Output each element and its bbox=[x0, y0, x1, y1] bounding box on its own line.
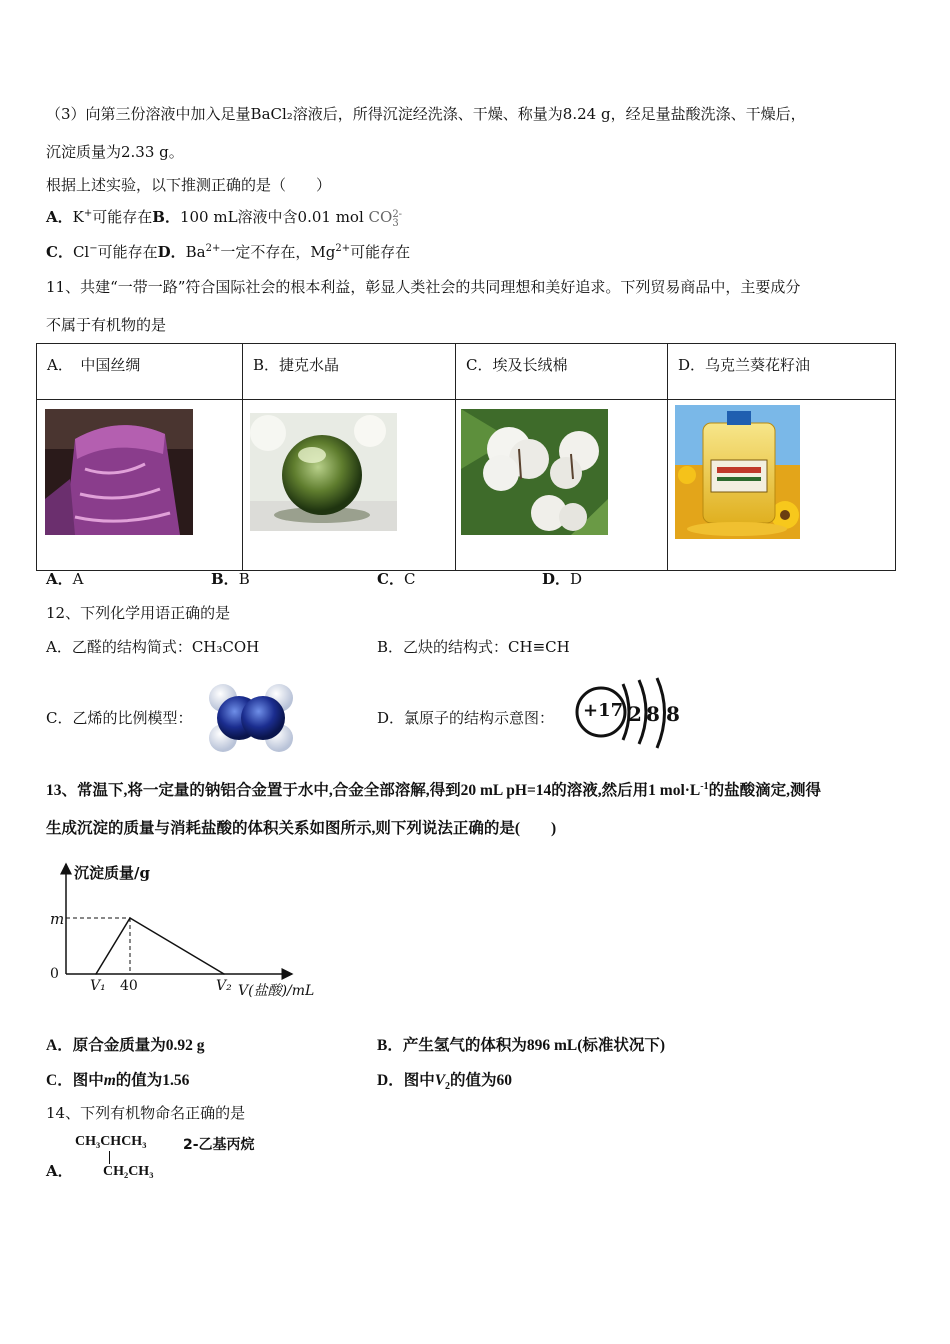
q10-opt-b-ion bbox=[368, 208, 403, 229]
q10-option-row-1 bbox=[46, 206, 402, 228]
q10-opt-a-sup: + bbox=[83, 208, 93, 219]
chart-x-tick-40: 40 bbox=[120, 978, 138, 994]
q11-line2: 不属于有机物的是 bbox=[46, 316, 167, 334]
q13-opt-c-2: 的值为1.56 bbox=[115, 1072, 190, 1089]
silk-picture bbox=[45, 409, 193, 535]
q10-opt-c-t2: 可能存在 bbox=[97, 243, 158, 261]
q12-title: 12、下列化学用语正确的是 bbox=[46, 604, 231, 622]
chart-x-tick-v2: V₂ bbox=[216, 978, 232, 994]
q11-answer-b bbox=[211, 568, 250, 589]
q11-answer-b-label: B． bbox=[211, 570, 239, 588]
carbonate-base: CO bbox=[368, 208, 393, 226]
ethylene-model-picture bbox=[207, 680, 295, 756]
q12-opt-d: D．氯原子的结构示意图： bbox=[377, 709, 555, 727]
q13-line1 bbox=[46, 778, 821, 800]
carbonate-subscript: 3 bbox=[392, 218, 399, 229]
q13-opt-a: A．原合金质量为0.92 g bbox=[46, 1037, 205, 1054]
q13-chart bbox=[46, 858, 336, 1008]
chlorine-atom-diagram bbox=[573, 672, 685, 754]
nucleus-charge: +17 bbox=[583, 700, 624, 721]
q13-opt-d-2: 的值为60 bbox=[450, 1072, 513, 1089]
chart-point-1 bbox=[129, 917, 131, 919]
q10-option-row-2 bbox=[46, 241, 410, 262]
q10-opt-d-sup1: 2+ bbox=[205, 243, 221, 254]
q11-opt-a-header: A． 中国丝绸 bbox=[37, 344, 243, 400]
q10-opt-a-t1: K bbox=[72, 208, 84, 226]
cotton-picture bbox=[461, 409, 608, 535]
q13-line1-a: 13、常温下,将一定量的钠铝合金置于水中,合金全部溶解,得到20 mL pH=14的溶液,然后用1 mol·L bbox=[46, 782, 701, 799]
q11-answer-c-value: C bbox=[403, 570, 416, 588]
q10-step3-line1: （3）向第三份溶液中加入足量BaCl₂溶液后，所得沉淀经洗涤、干燥、称量为8.24 g，经足量盐酸洗涤、干燥后， bbox=[46, 105, 806, 123]
q12-opt-b: B．乙炔的结构式：CH≡CH bbox=[377, 638, 570, 656]
q14-formula-branch: CH₂CH₃ bbox=[103, 1164, 154, 1179]
chart-origin-label: 0 bbox=[50, 966, 59, 982]
chart-point-2 bbox=[223, 973, 225, 975]
q11-line1: 11、共建“一带一路”符合国际社会的根本利益，彰显人类社会的共同理想和美好追求。下列贸易商品中，主要成分 bbox=[46, 278, 801, 296]
q10-opt-d-t3: 可能存在 bbox=[350, 243, 411, 261]
q12-opt-a: A．乙醛的结构简式：CH₃COH bbox=[46, 638, 260, 656]
chart-point-0 bbox=[95, 973, 97, 975]
q13-opt-d bbox=[377, 1068, 512, 1092]
q11-answer-c-label: C． bbox=[377, 570, 404, 588]
q10-opt-c-t1: Cl bbox=[72, 243, 90, 261]
q10-opt-d-label: D． bbox=[157, 243, 186, 261]
q11-answer-a bbox=[46, 568, 83, 589]
q14-branch-bond bbox=[109, 1151, 110, 1164]
shell-3-electrons: 8 bbox=[666, 702, 680, 726]
q14-title: 14、下列有机物命名正确的是 bbox=[46, 1104, 246, 1122]
q11-answer-d-value: D bbox=[570, 570, 583, 588]
q10-opt-c-label: C． bbox=[46, 243, 73, 261]
q13-opt-b: B．产生氢气的体积为896 mL(标准状况下) bbox=[377, 1037, 666, 1054]
shell-1-electrons: 2 bbox=[628, 702, 642, 726]
chart-series-line bbox=[96, 918, 224, 974]
crystal-picture bbox=[250, 413, 397, 531]
q12-opt-c: C．乙烯的比例模型： bbox=[46, 709, 193, 727]
q13-opt-c-1: C．图中 bbox=[46, 1072, 104, 1089]
q13-opt-c bbox=[46, 1068, 189, 1090]
chart-y-mark-label: m bbox=[50, 910, 65, 928]
chart-xlabel: V(盐酸)/mL bbox=[238, 983, 315, 999]
q11-opt-c-header: C．埃及长绒棉 bbox=[456, 344, 668, 400]
q13-opt-c-m: m bbox=[103, 1072, 116, 1089]
q13-line1-sup: -1 bbox=[700, 780, 709, 792]
q10-step3-line2: 沉淀质量为2.33 g。 bbox=[46, 143, 184, 161]
q11-answer-b-value: B bbox=[238, 570, 250, 588]
carbonate-indices bbox=[392, 210, 402, 228]
q11-opt-d-header: D．乌克兰葵花籽油 bbox=[668, 344, 896, 400]
q13-line2: 生成沉淀的质量与消耗盐酸的体积关系如图所示,则下列说法正确的是( ) bbox=[46, 820, 557, 837]
q14-opt-a-structure bbox=[75, 1134, 335, 1184]
q13-opt-d-sub: 2 bbox=[445, 1081, 451, 1093]
q10-opt-d-sup2: 2+ bbox=[335, 243, 351, 254]
q13-opt-d-v: V bbox=[434, 1072, 446, 1089]
q11-answer-c bbox=[377, 568, 415, 589]
carbonate-charge: 2- bbox=[392, 209, 403, 220]
q11-answer-d-label: D． bbox=[542, 570, 571, 588]
q10-opt-c-sup: − bbox=[89, 243, 98, 254]
chart-x-tick-v1: V₁ bbox=[90, 978, 106, 994]
q11-answer-a-value: A bbox=[72, 570, 84, 588]
q14-compound-name: 2-乙基丙烷 bbox=[183, 1137, 255, 1153]
q13-line1-b: 的盐酸滴定,测得 bbox=[708, 782, 821, 799]
q10-opt-b-text: 100 mL溶液中含0.01 mol bbox=[179, 208, 369, 226]
q10-opt-b-label: B． bbox=[152, 208, 180, 226]
q11-opt-b-header: B．捷克水晶 bbox=[243, 344, 456, 400]
q10-opt-d-t1: Ba bbox=[185, 243, 206, 261]
q11-answer-d bbox=[542, 568, 582, 589]
q10-opt-a-label: A． bbox=[46, 208, 73, 226]
q10-opt-d-t2: 一定不存在，Mg bbox=[220, 243, 336, 261]
q10-prompt: 根据上述实验，以下推测正确的是（ ） bbox=[46, 176, 332, 194]
sunflower-oil-picture bbox=[675, 405, 800, 539]
q14-formula-main: CH₃CHCH₃ bbox=[75, 1134, 147, 1149]
q10-opt-a-t2: 可能存在 bbox=[92, 208, 153, 226]
q11-answer-a-label: A． bbox=[46, 570, 73, 588]
shell-2-electrons: 8 bbox=[646, 702, 660, 726]
chart-ylabel: 沉淀质量/g bbox=[74, 864, 150, 882]
q14-opt-a-label: A． bbox=[46, 1162, 73, 1180]
q13-opt-d-1: D．图中 bbox=[377, 1072, 435, 1089]
